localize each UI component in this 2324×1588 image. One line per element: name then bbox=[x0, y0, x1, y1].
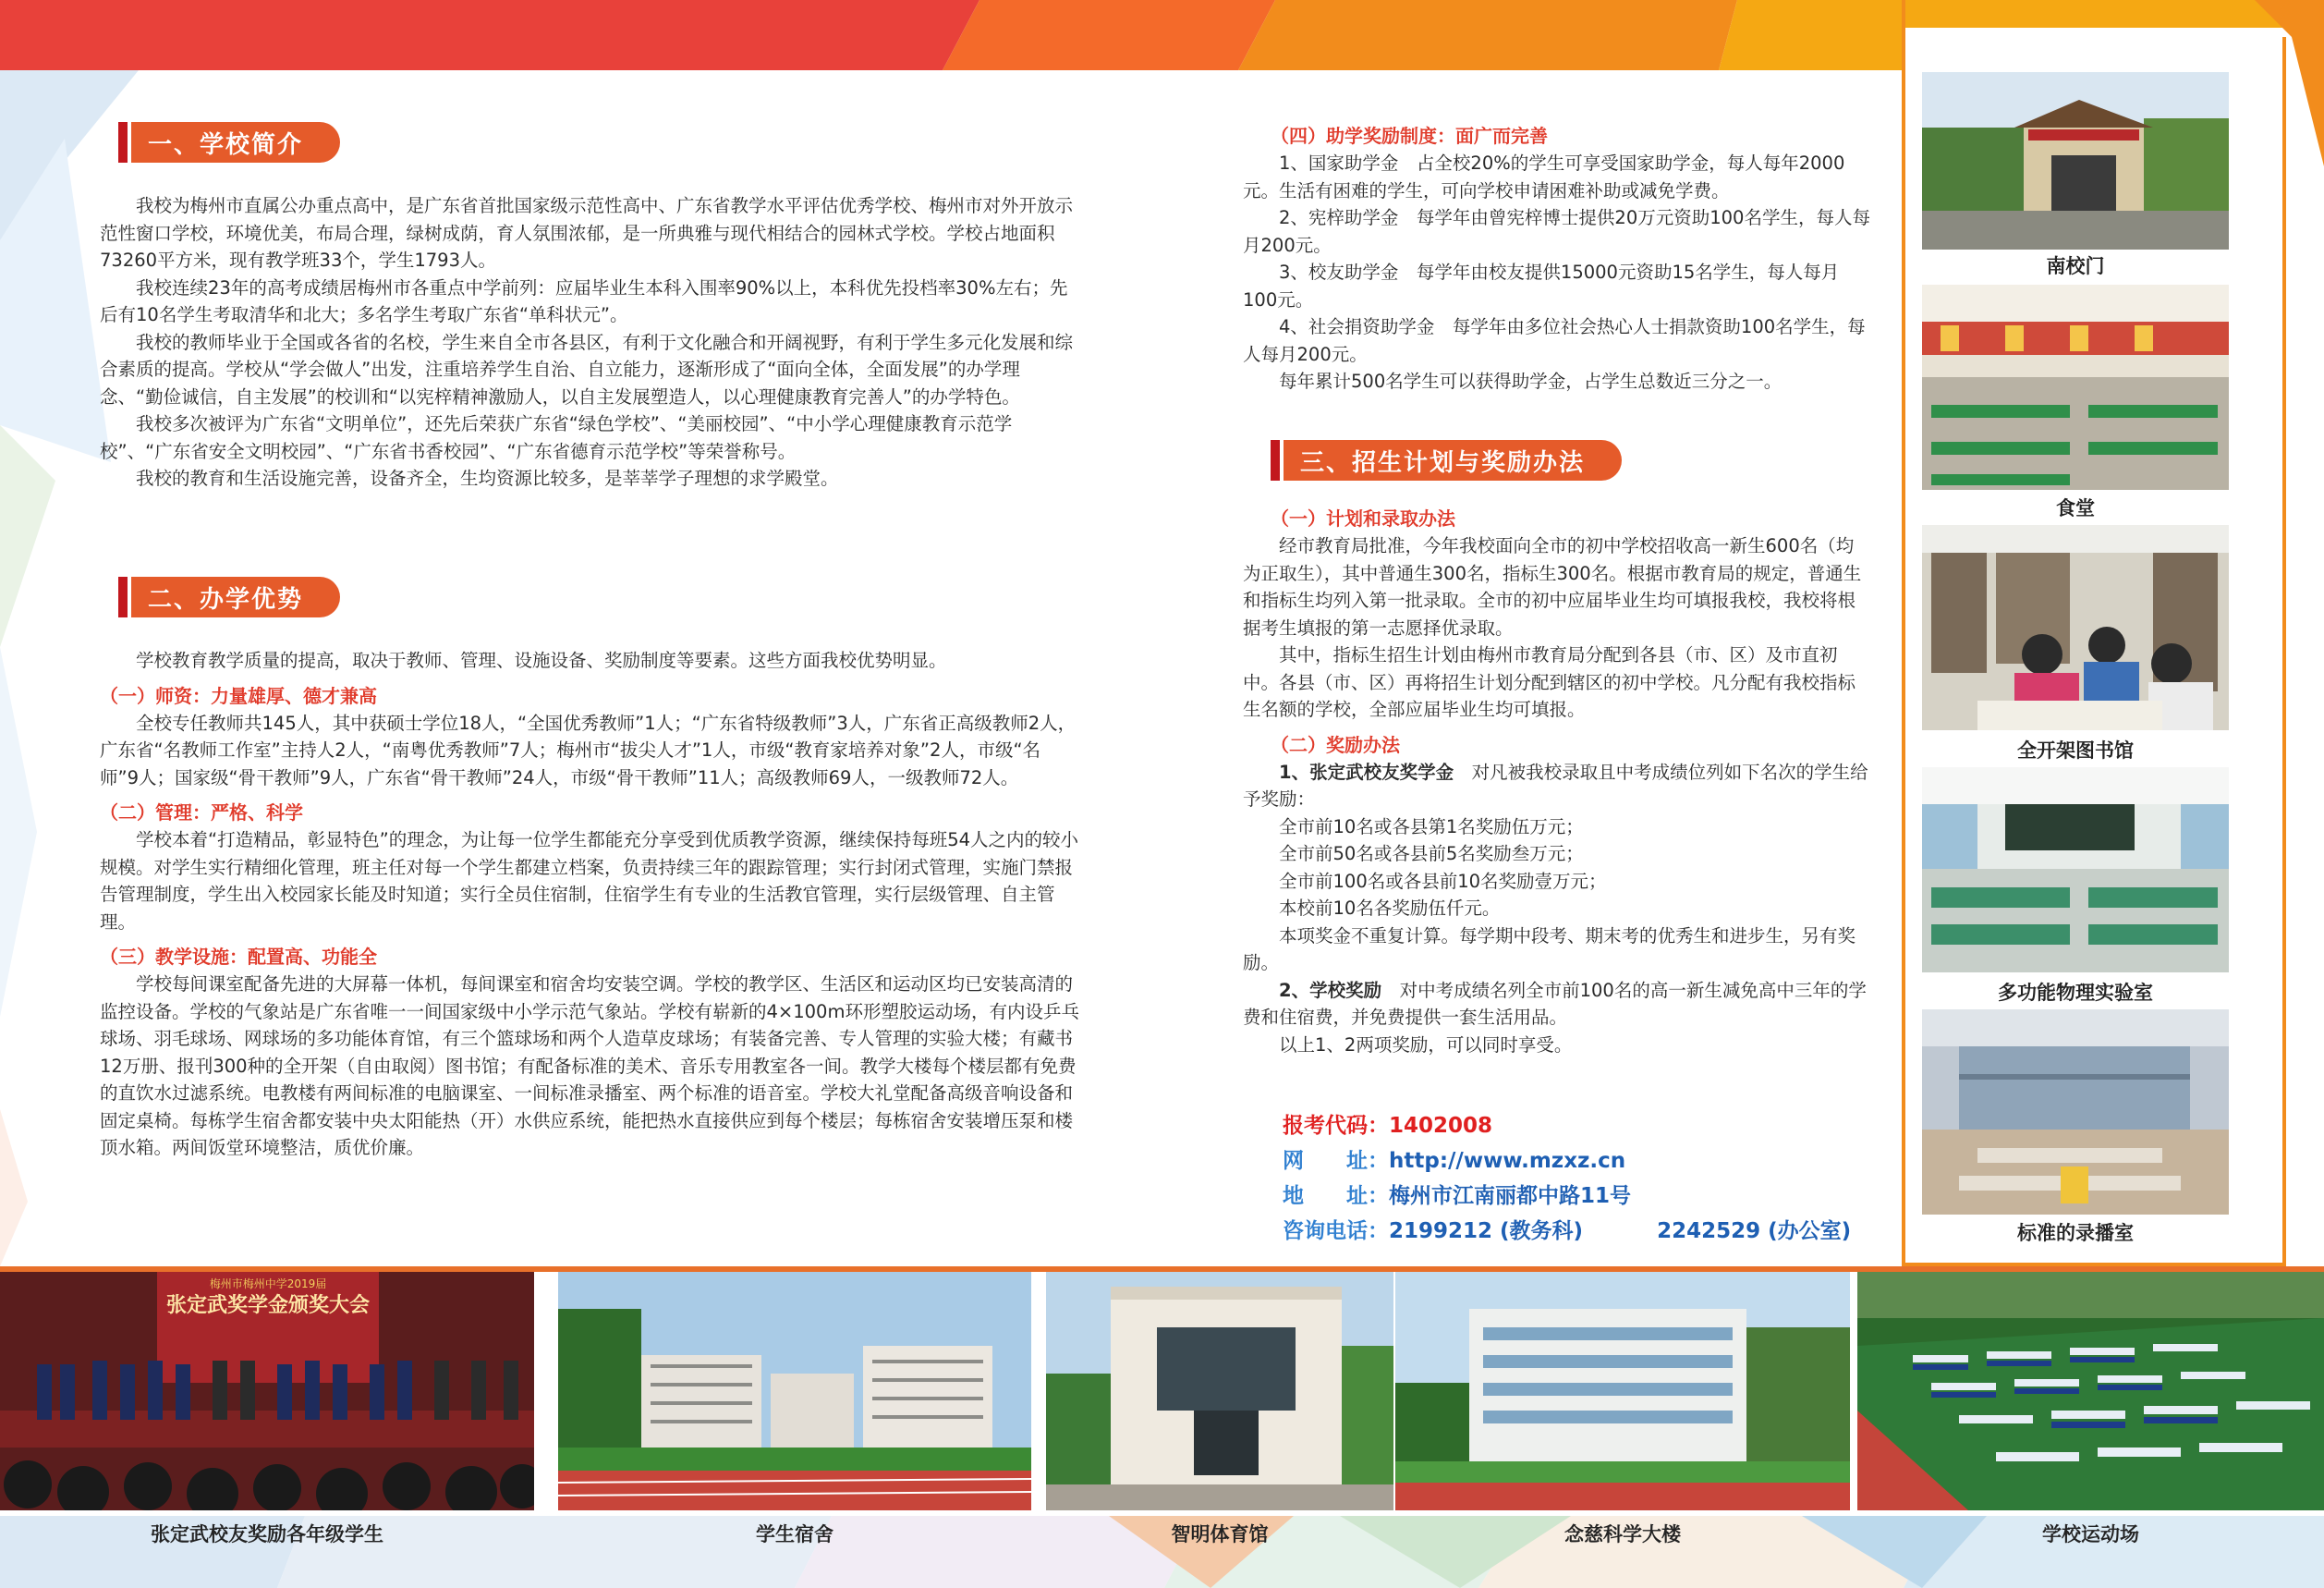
scholarship-text bbox=[1243, 122, 1871, 396]
reward-item: 全市前10名或各县第1名奖励伍万元； bbox=[1279, 815, 1584, 837]
reward-2-text: 对中考成绩名列全市前100名的高一新生减免高中三年的学费和住宿费，并免费提供一套生活用品。 bbox=[1243, 979, 1867, 1028]
photo-recording-room bbox=[1922, 1009, 2229, 1215]
exam-code-label: 报考代码： bbox=[1283, 1114, 1389, 1138]
reward-1-title: 1、张定武校友奖学金 bbox=[1279, 761, 1454, 783]
reward-item: 全市前50名或各县前5名奖励叁万元； bbox=[1279, 843, 1584, 864]
photo-south-gate bbox=[1922, 72, 2229, 250]
contact-info bbox=[1283, 1108, 1892, 1249]
phone-1: 2199212 (教务科) bbox=[1389, 1219, 1584, 1243]
scholarship-item: 4、社会捐资助学金 每学年由多位社会热心人士捐款资助100名学生，每人每月200元。 bbox=[1243, 316, 1866, 365]
reward-item: 全市前100名或各县前10名奖励壹万元； bbox=[1279, 870, 1607, 892]
plan-paragraph: 其中，指标生招生计划由梅州市教育局分配到各县（市、区）及市直初中。各县（市、区）再将招生计划分配到辖区的初中学校。凡分配有我校指标生名额的学校，全部应届毕业生均可填报。 bbox=[1243, 644, 1856, 720]
section-header-advantages bbox=[118, 577, 340, 617]
address: 梅州市江南丽都中路11号 bbox=[1389, 1184, 1632, 1208]
photo-library bbox=[1922, 525, 2229, 730]
photo-physics-lab bbox=[1922, 767, 2229, 972]
caption-south-gate: 南校门 bbox=[2046, 255, 2105, 277]
intro-paragraph: 我校连续23年的高考成绩居梅州市各重点中学前列：应届毕业生本科入围率90%以上，本科优先投档率30%左右；先后有10名学生考取清华和北大；多名学生考取广东省“单科状元”。 bbox=[100, 276, 1068, 325]
reward-item: 本校前10名各奖励伍仟元。 bbox=[1279, 898, 1501, 919]
caption-dormitory: 学生宿舍 bbox=[756, 1523, 833, 1545]
intro-paragraph: 我校的教师毕业于全国或各省的名校，学生来自全市各县区，有利于文化融合和开阔视野，有利于学生多元化发展和综合素质的提高。学校从“学会做人”出发，注重培养学生自治、自立能力，逐渐形成了“面向全体，全面发展”的办学理念、“勤俭诚信，自主发展”的校训和“以宪梓精神激励人，以自主发展塑造人，以心理健康教育完善人”的办学特色。 bbox=[100, 331, 1074, 408]
caption-recording-room: 标准的录播室 bbox=[2017, 1222, 2134, 1244]
caption-science-building: 念慈科学大楼 bbox=[1564, 1523, 1681, 1545]
exam-code: 1402008 bbox=[1389, 1114, 1493, 1138]
plan-paragraph: 经市教育局批准，今年我校面向全市的初中学校招收高一新生600名（均为正取生），其中普通生300名，指标生300名。根据市教育局的规定，普通生和指标生均列入第一批录取。全市的初中应届毕业生均可填报我校，我校将根据考生填报的第一志愿择优录取。 bbox=[1243, 535, 1862, 639]
advantages-intro: 学校教育教学质量的提高，取决于教师、管理、设施设备、奖励制度等要素。这些方面我校优势明显。 bbox=[136, 650, 947, 671]
address-label: 地 址： bbox=[1283, 1184, 1389, 1208]
section-header-enrollment bbox=[1271, 440, 1622, 481]
caption-sports-field: 学校运动场 bbox=[2042, 1523, 2139, 1545]
enrollment-text bbox=[1243, 505, 1871, 1058]
caption-gymnasium: 智明体育馆 bbox=[1171, 1523, 1269, 1545]
intro-paragraph: 我校为梅州市直属公办重点高中，是广东省首批国家级示范性高中、广东省教学水平评估优秀学校、梅州市对外开放示范性窗口学校，环境优美，布局合理，绿树成荫，育人氛围浓郁，是一所典雅与现代相结合的园林式学校。学校占地面积73260平方米，现有教学班33个，学生1793人。 bbox=[100, 195, 1074, 271]
subheading-management: （二）管理：严格、科学 bbox=[100, 801, 303, 824]
scholarship-item: 3、校友助学金 每学年由校友提供15000元资助15名学生，每人每月100元。 bbox=[1243, 262, 1840, 311]
subheading-plan: （一）计划和录取办法 bbox=[1271, 507, 1455, 530]
subheading-scholarship: （四）助学奖励制度：面广而完善 bbox=[1271, 125, 1548, 147]
photo-canteen bbox=[1922, 285, 2229, 490]
intro-paragraph: 我校的教育和生活设施完善，设备齐全，生均资源比较多，是莘莘学子理想的求学殿堂。 bbox=[136, 468, 839, 489]
photo-science-building bbox=[1395, 1272, 1850, 1510]
award-banner: 张定武奖学金颁奖大会 bbox=[166, 1294, 371, 1317]
reward-note: 本项奖金不重复计算。每学期中段考、期末考的优秀生和进步生，另有奖励。 bbox=[1243, 924, 1856, 973]
section-header-intro bbox=[118, 122, 340, 163]
caption-canteen: 食堂 bbox=[2056, 497, 2095, 519]
intro-paragraph: 我校多次被评为广东省“文明单位”，还先后荣获广东省“绿色学校”、“美丽校园”、“中小学心理健康教育示范学校”、“广东省安全文明校园”、“广东省书香校园”、“广东省德育示范学校”等荣誉称号。 bbox=[100, 413, 1013, 462]
section-title: 二、办学优势 bbox=[131, 577, 340, 617]
facilities-paragraph: 学校每间课室配备先进的大屏幕一体机，每间课室和宿舍均安装空调。学校的教学区、生活区和运动区均已安装高清的监控设备。学校的气象站是广东省唯一一间国家级中小学示范气象站。学校有崭新的4×100m环形塑胶运动场，有内设乒乓球场、羽毛球场、网球场的多功能体育馆，有三个篮球场和两个人造草皮球场；有装备完善、专人管理的实验大楼；有藏书12万册、报刊300种的全开架（自由取阅）图书馆；有配备标准的美术、音乐专用教室各一间。教学大楼每个楼层都有免费的直饮水过滤系统。电教楼有两间标准的电脑课室、一间标准录播室、两个标准的语音室。学校大礼堂配备高级音响设备和固定桌椅。每栋学生宿舍都安装中央太阳能热（开）水供应系统，能把热水直接供应到每个楼层；每栋宿舍安装增压泵和楼顶水箱。两间饭堂环境整洁，质优价廉。 bbox=[100, 973, 1079, 1158]
reward-2-title: 2、学校奖励 bbox=[1279, 979, 1382, 1001]
phone-label: 咨询电话： bbox=[1283, 1219, 1389, 1243]
scholarship-item: 1、国家助学金 占全校20%的学生可享受国家助学金，每人每年2000元。生活有困难的学生，可向学校申请困难补助或减免学费。 bbox=[1243, 153, 1845, 202]
scholarship-item: 2、宪梓助学金 每学年由曾宪梓博士提供20万元资助100名学生，每人每月200元。 bbox=[1243, 207, 1870, 256]
phone-2: 2242529 (办公室) bbox=[1657, 1219, 1852, 1243]
reward-1-text: 对凡被我校录取且中考成绩位列如下名次的学生给予奖励： bbox=[1243, 761, 1868, 810]
caption-library: 全开架图书馆 bbox=[2017, 739, 2134, 762]
reward-summary: 以上1、2两项奖励，可以同时享受。 bbox=[1279, 1033, 1573, 1056]
reward-1 bbox=[1243, 759, 1871, 813]
website-link[interactable]: http://www.mzxz.cn bbox=[1389, 1149, 1626, 1173]
subheading-facilities: （三）教学设施：配置高、功能全 bbox=[100, 946, 377, 968]
photo-gymnasium bbox=[1046, 1272, 1393, 1510]
scholarship-summary: 每年累计500名学生可以获得助学金，占学生总数近三分之一。 bbox=[1279, 371, 1783, 392]
reward-2 bbox=[1243, 977, 1871, 1032]
award-banner-top: 梅州市梅州中学2019届 bbox=[209, 1277, 327, 1290]
photo-dormitory bbox=[558, 1272, 1031, 1510]
teachers-paragraph: 全校专任教师共145人，其中获硕士学位18人，“全国优秀教师”1人；“广东省特级教师”3人，广东省正高级教师2人，广东省“名教师工作室”主持人2人，“南粤优秀教师”7人；梅州市“拔尖人才”1人，市级“教育家培养对象”2人，市级“名师”9人；国家级“骨干教师”9人，广东省“骨干教师”24人，市级“骨干教师”11人；高级教师69人，一级教师72人。 bbox=[100, 712, 1077, 788]
caption-award-ceremony: 张定武校友奖励各年级学生 bbox=[151, 1523, 383, 1545]
subheading-rewards: （二）奖励办法 bbox=[1271, 733, 1400, 756]
advantages-text bbox=[100, 647, 1079, 1162]
management-paragraph: 学校本着“打造精品，彰显特色”的理念，为让每一位学生都能充分享受到优质教学资源，继续保持每班54人之内的较小规模。对学生实行精细化管理，班主任对每一个学生都建立档案，负责持续三年的跟踪管理；实行封闭式管理，实施门禁报告管理制度，学生出入校园家长能及时知道；实行全员住宿制，住宿学生有专业的生活教官管理，实行层级管理、自主管理。 bbox=[100, 829, 1079, 933]
subheading-teachers: （一）师资：力量雄厚、德才兼高 bbox=[100, 684, 377, 707]
caption-physics-lab: 多功能物理实验室 bbox=[1998, 982, 2153, 1004]
intro-text bbox=[100, 192, 1079, 493]
website-label: 网 址： bbox=[1283, 1149, 1389, 1173]
section-title: 一、学校简介 bbox=[131, 122, 340, 163]
photo-sports-field bbox=[1857, 1272, 2324, 1510]
section-title: 三、招生计划与奖励办法 bbox=[1284, 440, 1622, 481]
